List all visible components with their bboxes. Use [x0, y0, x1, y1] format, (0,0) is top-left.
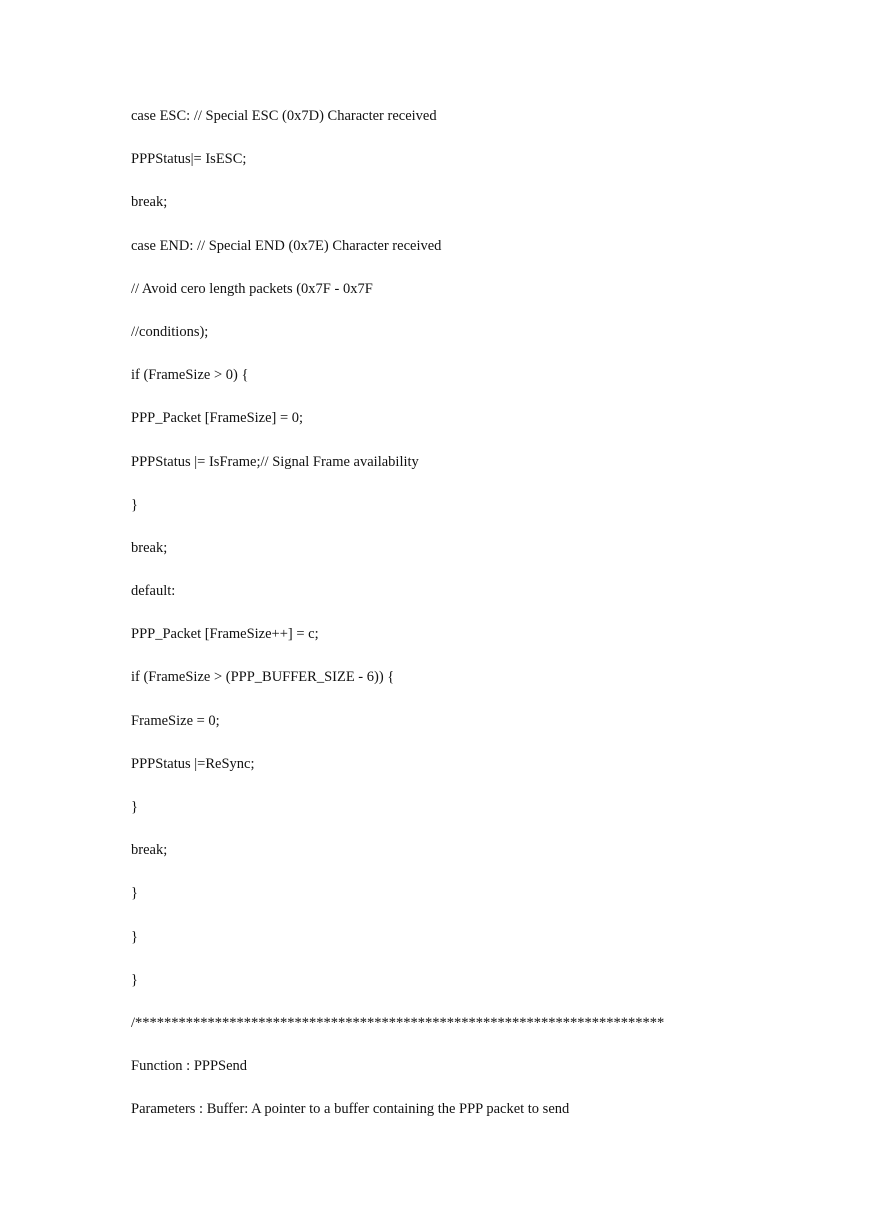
code-line: PPPStatus |= IsFrame;// Signal Frame availability — [131, 453, 419, 470]
code-listing — [131, 106, 831, 1143]
function-heading: Function : PPPSend — [131, 1058, 248, 1075]
code-line: case ESC: // Special ESC (0x7D) Character received — [131, 108, 437, 124]
code-line: if (FrameSize > 0) { — [131, 367, 249, 384]
code-line: // Avoid cero length packets (0x7F - 0x7F — [131, 280, 373, 297]
code-line: if (FrameSize > (PPP_BUFFER_SIZE - 6)) { — [131, 669, 395, 686]
code-line: PPP_Packet [FrameSize] = 0; — [131, 410, 304, 427]
code-line: break; — [131, 842, 168, 859]
code-line: } — [131, 928, 138, 945]
code-line: PPPStatus|= IsESC; — [131, 151, 247, 168]
code-line: PPPStatus |=ReSync; — [131, 755, 255, 772]
code-line: } — [131, 971, 138, 988]
code-line: break; — [131, 539, 168, 556]
code-line: default: — [131, 583, 176, 600]
code-line: } — [131, 885, 138, 902]
code-line: } — [131, 799, 138, 815]
code-line: } — [131, 496, 138, 513]
code-line: //conditions); — [131, 323, 209, 340]
code-line: PPP_Packet [FrameSize++] = c; — [131, 626, 319, 643]
parameters-heading: Parameters : Buffer: A pointer to a buffer containing the PPP packet to send — [131, 1101, 570, 1118]
code-line: case END: // Special END (0x7E) Character received — [131, 237, 442, 254]
code-line: break; — [131, 194, 168, 211]
comment-divider: /************************************************************************* — [131, 1014, 665, 1031]
code-line: FrameSize = 0; — [131, 712, 220, 729]
